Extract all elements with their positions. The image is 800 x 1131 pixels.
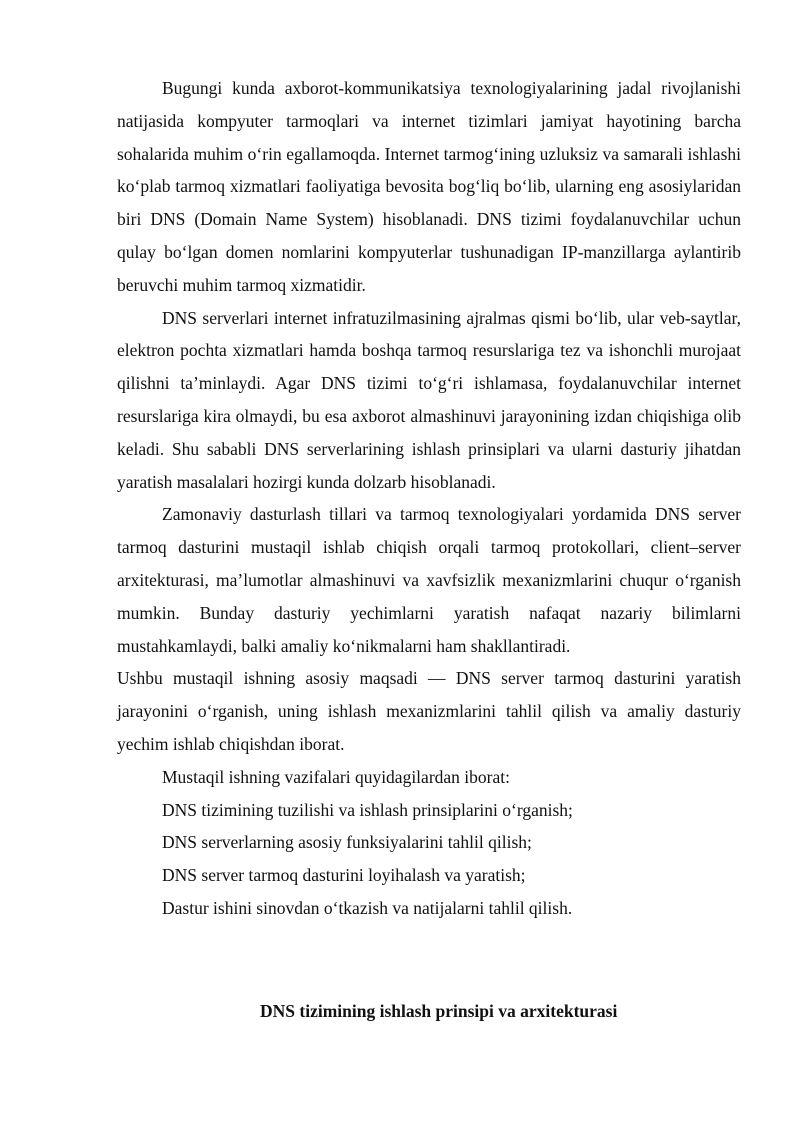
intro-paragraph-3: Zamonaviy dasturlash tillari va tarmoq texnologiyalari yordamida DNS server tarmoq dasturini mustaqil ishlab chiqish orqali tarmoq protokollari, client–server arxitekturasi, ma’lumotlar almashinuvi va xavfsizlik mexanizmlarini chuqur o‘rganish mumkin. Bunday dasturiy yechimlarni yaratish nafaqat nazariy bilimlarni mustahkamlaydi, balki amaliy ko‘nikmalarni ham shakllantiradi. [117, 504, 741, 656]
task-item-2: DNS serverlarning asosiy funksiyalarini tahlil qilish; [162, 832, 532, 853]
intro-paragraph-2: DNS serverlari internet infratuzilmasining ajralmas qismi bo‘lib, ular veb-saytlar, elektron pochta xizmatlari hamda boshqa tarmoq resurslariga tez va ishonchli murojaat qilishni ta’minlaydi. Agar DNS tizimi to‘g‘ri ishlamasa, foydalanuvchilar internet resurslariga kira olmaydi, bu esa axborot almashinuvi jarayonining izdan chiqishiga olib keladi. Shu sababli DNS serverlarining ishlash prinsiplari va ularni dasturiy jihatdan yaratish masalalari hozirgi kunda dolzarb hisoblanadi. [117, 307, 741, 492]
goal-paragraph: Ushbu mustaqil ishning asosiy maqsadi — DNS server tarmoq dasturini yaratish jarayonini o‘rganish, uning ishlash mexanizmlarini tahlil qilish va amaliy dasturiy yechim ishlab chiqishdan iborat. [117, 668, 741, 754]
tasks-intro: Mustaqil ishning vazifalari quyidagilardan iborat: [162, 766, 510, 787]
task-item-3: DNS server tarmoq dasturini loyihalash va yaratish; [162, 865, 526, 886]
section-heading: DNS tizimining ishlash prinsipi va arxitekturasi [260, 1000, 618, 1021]
document-page [117, 72, 741, 1028]
task-item-4: Dastur ishini sinovdan o‘tkazish va natijalarni tahlil qilish. [162, 897, 573, 918]
intro-paragraph-1: Bugungi kunda axborot-kommunikatsiya texnologiyalarining jadal rivojlanishi natijasida kompyuter tarmoqlari va internet tizimlari jamiyat hayotining barcha sohalarida muhim o‘rin egallamoqda. Internet tarmog‘ining uzluksiz va samarali ishlashi ko‘plab tarmoq xizmatlari faoliyatiga bevosita bog‘liq bo‘lib, ularning eng asosiylaridan biri DNS (Domain Name System) hisoblanadi. DNS tizimi foydalanuvchilar uchun qulay bo‘lgan domen nomlarini kompyuterlar tushunadigan IP-manzillarga aylantirib beruvchi muhim tarmoq xizmatidir. [117, 78, 741, 295]
task-item-1: DNS tizimining tuzilishi va ishlash prinsiplarini o‘rganish; [162, 799, 573, 820]
